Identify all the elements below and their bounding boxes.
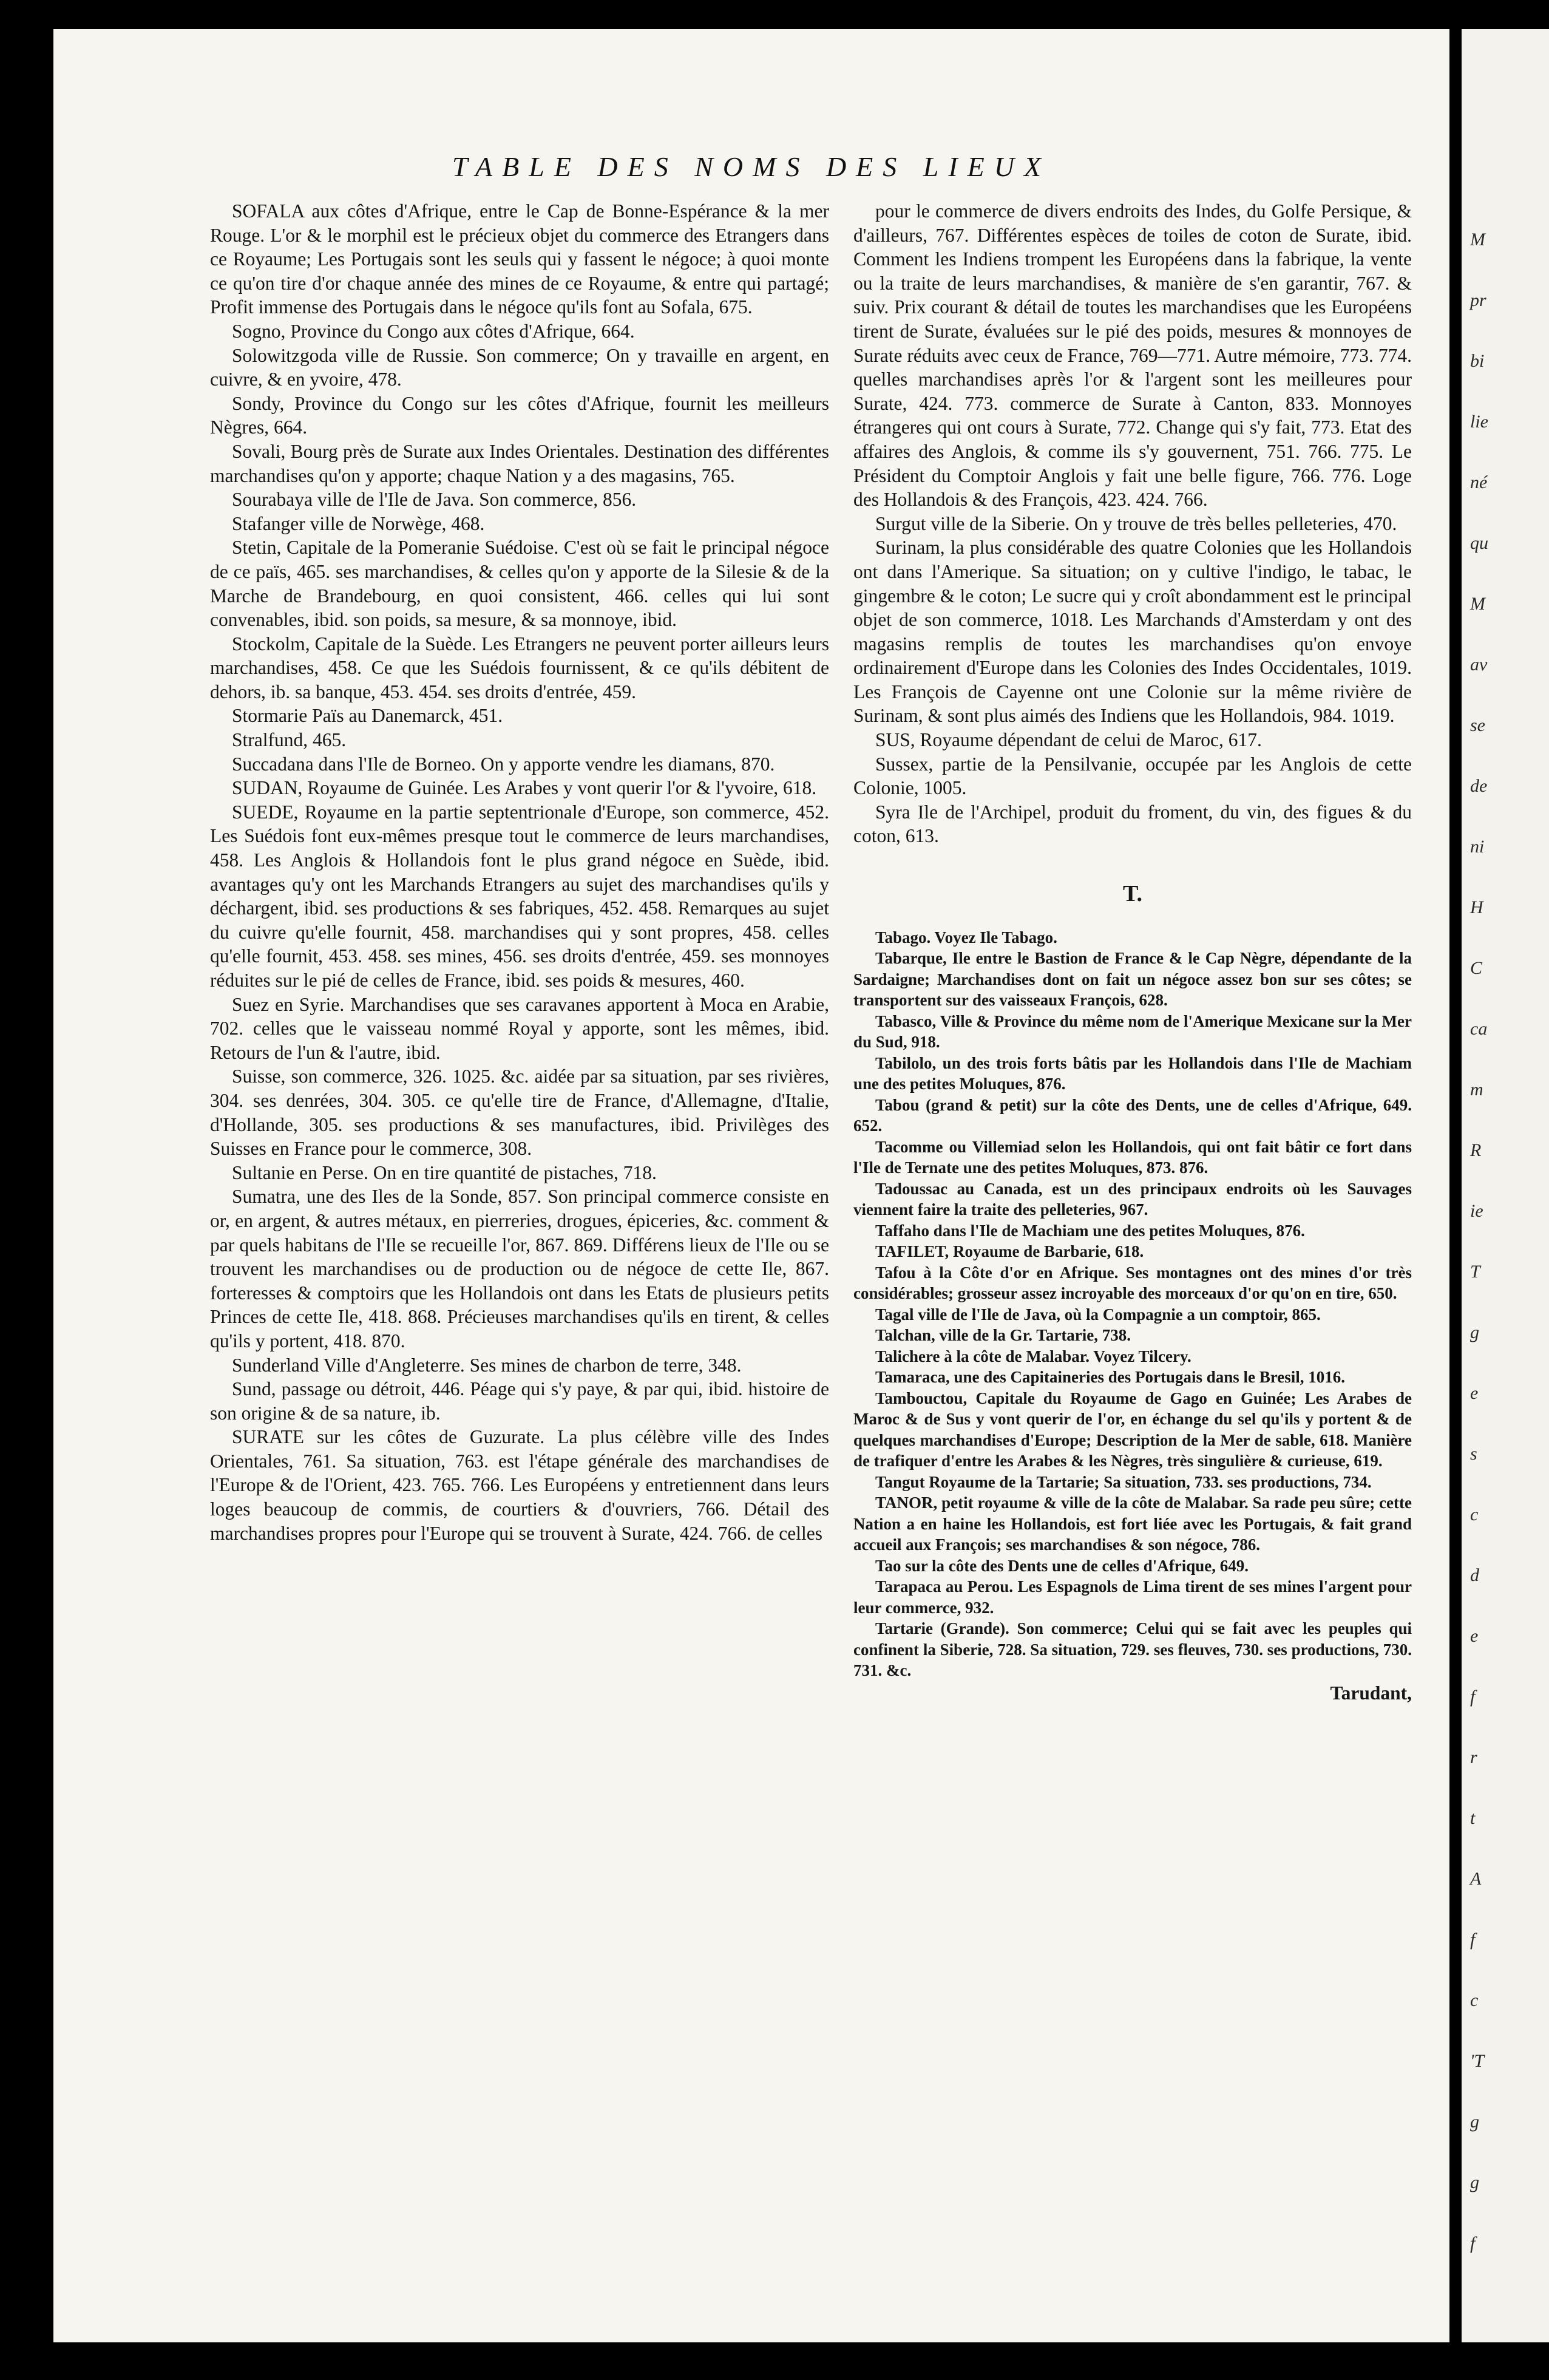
index-entry: SUEDE, Royaume en la partie septentrionale d'Europe, son commerce, 452. Les Suédois font eux-mêmes presque tout le commerce de leurs marchandises, 458. Les Anglois & Hollandois font le plus grand négoce en Suède, ibid. avantages qu'y ont les Marchands Etrangers au sujet des marchandises qu'ils y déchargent, ibid. ses productions & ses fabriques, 452. 458. Remarques au sujet du cuivre qu'elle fournit, 458. marchandises qui y sont propres, 458. celles qu'elle fournit, 453. 458. ses mines, 456. ses droits d'entrée, 459. ses monnoyes réduites sur le pié de celles de France, ibid. ses poids & mesures, 460. (210, 801, 829, 991)
index-entry: Tabago. Voyez Ile Tabago. (875, 928, 1057, 947)
facing-page-fragment: C (1470, 958, 1483, 978)
t-section-entries (853, 927, 1412, 1681)
index-entry: Tabilolo, un des trois forts bâtis par les Hollandois dans l'Ile de Machiam une des petites Moluques, 876. (853, 1053, 1412, 1093)
index-entry: Talichere à la côte de Malabar. Voyez Tilcery. (875, 1347, 1191, 1365)
index-entry: Tamaraca, une des Capitaineries des Portugais dans le Bresil, 1016. (875, 1368, 1346, 1387)
facing-page-fragment: de (1470, 776, 1488, 796)
facing-page-fragment: g (1470, 2172, 1479, 2192)
index-entry: Tafou à la Côte d'or en Afrique. Ses montagnes ont des mines d'or très considérables; grosseur assez incroyable des morceaux d'or qu'on en tire, 650. (853, 1263, 1412, 1303)
index-entry: SUS, Royaume dépendant de celui de Maroc, 617. (875, 729, 1262, 751)
index-entry: Stralfund, 465. (232, 729, 347, 751)
facing-page-fragment: d (1470, 1565, 1479, 1585)
index-entry: SUDAN, Royaume de Guinée. Les Arabes y vont querir l'or & l'yvoire, 618. (232, 777, 817, 799)
index-entry: Tabarque, Ile entre le Bastion de France & le Cap Nègre, dépendante de la Sardaigne; Marchandises dont on fait un négoce assez bon sur ses côtes; se transportent sur des vaisseaux François, 628. (853, 949, 1412, 1010)
facing-page-fragment: r (1470, 1747, 1477, 1767)
facing-page-fragment: T (1470, 1262, 1480, 1282)
right-entries (853, 199, 1412, 848)
facing-page-fragment: e (1470, 1383, 1479, 1403)
facing-page-fragment: g (1470, 1322, 1479, 1342)
index-entry: Syra Ile de l'Archipel, produit du froment, du vin, des figues & du coton, 613. (853, 801, 1412, 847)
index-entry: Tabou (grand & petit) sur la côte des Dents, une de celles d'Afrique, 649. 652. (853, 1095, 1412, 1135)
facing-page-fragment: ni (1470, 837, 1485, 857)
facing-page-fragment: R (1470, 1140, 1482, 1160)
index-entry: SURATE sur les côtes de Guzurate. La plus célèbre ville des Indes Orientales, 761. Sa situation, 763. est l'étape générale des marchandises de l'Europe & de l'Orient, 423. 765. 766. Les Européens y entretiennent dans leurs loges beaucoup de commis, de courtiers & d'ouvriers, 766. Détail des marchandises propres pour l'Europe qui se trouvent à Surate, 424. 766. de celles (210, 1426, 829, 1544)
index-entry: Sogno, Province du Congo aux côtes d'Afrique, 664. (232, 320, 635, 342)
index-entry: Talchan, ville de la Gr. Tartarie, 738. (875, 1326, 1131, 1345)
facing-page-fragment: pr (1470, 290, 1486, 310)
facing-page-fragment: qu (1470, 533, 1488, 553)
index-entry: Tadoussac au Canada, est un des principaux endroits où les Sauvages viennent faire la traite des pelleteries, 967. (853, 1179, 1412, 1219)
facing-page-fragment: ca (1470, 1019, 1488, 1039)
index-entry: Tao sur la côte des Dents une de celles d'Afrique, 649. (875, 1556, 1249, 1575)
index-entry: Tacomme ou Villemiad selon les Hollandois, qui ont fait bâtir ce fort dans l'Ile de Ternate une des petites Moluques, 873. 876. (853, 1137, 1412, 1177)
section-letter: T. (1122, 881, 1143, 907)
index-entry: Sourabaya ville de l'Ile de Java. Son commerce, 856. (232, 489, 637, 511)
index-entry: Tartarie (Grande). Son commerce; Celui qui se fait avec les peuples qui confinent la Siberie, 728. Sa situation, 729. ses fleuves, 730. ses productions, 730. 731. &c. (853, 1619, 1412, 1680)
index-entry: Suez en Syrie. Marchandises que ses caravanes apportent à Moca en Arabie, 702. celles que le vaisseau nommé Royal y apporte, sont les mêmes, ibid. Retours de l'un & l'autre, ibid. (210, 993, 829, 1063)
facing-page-fragment: g (1470, 2112, 1479, 2132)
index-entry: Sunderland Ville d'Angleterre. Ses mines de charbon de terre, 348. (232, 1354, 742, 1376)
facing-page-fragment: M (1470, 594, 1485, 614)
index-entry: Stockolm, Capitale de la Suède. Les Etrangers ne peuvent porter ailleurs leurs marchandises, 458. Ce que les Suédois fournissent, & ce qu'ils débitent de dehors, ib. sa banque, 453. 454. ses droits d'entrée, 459. (210, 633, 829, 702)
index-entry: Stormarie Païs au Danemarck, 451. (232, 705, 503, 727)
facing-page-fragment: né (1470, 472, 1488, 492)
index-entry: Tarapaca au Perou. Les Espagnols de Lima tirent de ses mines l'argent pour leur commerce, 932. (853, 1577, 1412, 1617)
facing-page-fragment: c (1470, 1504, 1479, 1525)
facing-page-fragment: se (1470, 715, 1485, 735)
index-entry: Tangut Royaume de la Tartarie; Sa situation, 733. ses productions, 734. (875, 1472, 1372, 1491)
facing-page-fragment: M (1470, 229, 1485, 250)
index-entry: Stetin, Capitale de la Pomeranie Suédoise. C'est où se fait le principal négoce de ce païs, 465. ses marchandises, & celles qu'on y apporte de la Silesie & de la Marche de Brandebourg, en quoi consistent, 466. celles qui lui sont convenables, ibid. son poids, sa mesure, & sa monnoye, ibid. (210, 537, 829, 631)
index-entry: Sund, passage ou détroit, 446. Péage qui s'y paye, & par qui, ibid. histoire de son origine & de sa nature, ib. (210, 1378, 829, 1424)
facing-page-fragment: c (1470, 1990, 1479, 2010)
facing-page-fragment: f (1470, 2233, 1476, 2253)
facing-page-fragment: bi (1470, 351, 1485, 371)
index-entry: Solowitzgoda ville de Russie. Son commerce; On y travaille en argent, en cuivre, & en yvoire, 478. (210, 344, 829, 390)
facing-page-fragment: A (1470, 1869, 1482, 1889)
book-page (53, 29, 1449, 2342)
catchword: Tarudant, (1330, 1682, 1412, 1704)
facing-page-fragment: t (1470, 1808, 1476, 1828)
index-entry: Tabasco, Ville & Province du même nom de l'Amerique Mexicane sur la Mer du Sud, 918. (853, 1011, 1412, 1052)
index-entry: Suisse, son commerce, 326. 1025. &c. aidée par sa situation, par ses rivières, 304. ses denrées, 304. 305. ce qu'elle tire de France, d'Allemagne, d'Italie, d'Hollande, 305. ses productions & ses manufactures, ibid. Privilèges des Suisses en France pour le commerce, 308. (210, 1066, 829, 1160)
left-entries (210, 199, 829, 1545)
index-column-right[interactable] (853, 199, 1412, 2294)
index-entry: Taffaho dans l'Ile de Machiam une des petites Moluques, 876. (875, 1221, 1305, 1240)
index-entry: pour le commerce de divers endroits des Indes, du Golfe Persique, & d'ailleurs, 767. Différentes espèces de toiles de coton de Surate, ibid. Comment les Indiens trompent les Européens dans la fabrique, la vente ou la traite de leurs marchandises, & manière de s'en garantir, 767. & suiv. Prix courant & détail de toutes les marchandises que les Européens tirent de Surate, évaluées sur le pié des poids, mesures & monnoyes de Surate réduits avec ceux de France, 769—771. Autre mémoire, 773. 774. quelles marchandises après l'or & l'argent sont les meilleures pour Surate, 424. 773. commerce de Surate à Canton, 833. Monnoyes étrangeres qui ont cours à Surate, 772. Change qui s'y fait, 773. Etat des affaires des Anglois, & comme ils s'y gouvernent, 751. 766. 775. Le Président du Comptoir Anglois y fait une belle figure, 766. 776. Loge des Hollandois & des François, 423. 424. 766. (853, 200, 1412, 511)
facing-page-fragment: f (1470, 1929, 1476, 1950)
index-entry: Tagal ville de l'Ile de Java, où la Compagnie a un comptoir, 865. (875, 1305, 1321, 1324)
index-entry: Succadana dans l'Ile de Borneo. On y apporte vendre les diamans, 870. (232, 753, 775, 775)
index-entry: Sondy, Province du Congo sur les côtes d'Afrique, fournit les meilleurs Nègres, 664. (210, 392, 829, 438)
index-entry: Sumatra, une des Iles de la Sonde, 857. Son principal commerce consiste en or, en argent, & autres métaux, en pierreries, drogues, épiceries, &c. comment & par quels habitans de l'Ile se recueille l'or, 867. 869. Différens lieux de l'Ile ou se trouvent les marchandises ou de production ou de négoce de cette Ile, 867. forteresses & comptoirs que les Hollandois ont dans les Etats de plusieurs petits Princes de cette Ile, 418. 868. Précieuses marchandises qu'ils en tirent, & celles qu'ils y portent, 418. 870. (210, 1186, 829, 1352)
index-entry: TANOR, petit royaume & ville de la côte de Malabar. Sa rade peu sûre; cette Nation a en haine les Hollandois, est fort liée avec les Portugais, & fait grand accueil aux François; ses marchandises & son négoce, 786. (853, 1494, 1412, 1554)
index-entry: Sussex, partie de la Pensilvanie, occupée par les Anglois de cette Colonie, 1005. (853, 753, 1412, 799)
index-entry: Sultanie en Perse. On en tire quantité de pistaches, 718. (232, 1161, 657, 1183)
facing-page-fragment: m (1470, 1080, 1483, 1100)
index-entry: TAFILET, Royaume de Barbarie, 618. (875, 1242, 1144, 1261)
facing-page-fragment: e (1470, 1626, 1479, 1646)
index-entry: SOFALA aux côtes d'Afrique, entre le Cap de Bonne-Espérance & la mer Rouge. L'or & le morphil est le précieux objet du commerce des Etrangers dans ce Royaume; Les Portugais sont les seuls qui y fassent le négoce; à quoi monte ce qu'on tire d'or chaque année des mines de ce Royaume, & entre qui partagé; Profit immense des Portugais dans le négoce qu'ils font au Sofala, 675. (210, 200, 829, 318)
index-entry: Surgut ville de la Siberie. On y trouve de très belles pelleteries, 470. (875, 512, 1397, 534)
facing-page-fragment: ie (1470, 1201, 1483, 1221)
facing-page-fragment: H (1470, 897, 1483, 917)
facing-page-fragment: s (1470, 1444, 1477, 1464)
index-entry: Tambouctou, Capitale du Royaume de Gago en Guinée; Les Arabes de Maroc & de Sus y vont querir de l'or, en échange du sel qu'ils y portent & de quelques marchandises d'Europe; Description de la Mer de sable, 618. Manière de trafiquer d'entre les Arabes & les Nègres, très singulière & curieuse, 619. (853, 1389, 1412, 1470)
index-entry: Sovali, Bourg près de Surate aux Indes Orientales. Destination des différentes marchandises qu'on y apporte; chaque Nation y a des magasins, 765. (210, 440, 829, 486)
index-entry: Stafanger ville de Norwège, 468. (232, 512, 485, 534)
facing-page-fragment: f (1470, 1687, 1476, 1707)
index-entry: Surinam, la plus considérable des quatre Colonies que les Hollandois ont dans l'Amerique. Sa situation; on y cultive l'indigo, le tabac, le gingembre & le coton; Le sucre qui y croît abondamment est le principal objet de son commerce, 1018. Les Marchands d'Amsterdam y ont des magasins remplis de toutes les marchandises qu'on envoye ordinairement d'Europe dans les Colonies des Indes Occidentales, 1019. Les François de Cayenne ont une Colonie sur la même rivière de Surinam, & sont plus aimés des Indiens que les Hollandois, 984. 1019. (853, 537, 1412, 727)
facing-page-fragment: lie (1470, 412, 1488, 432)
index-column-left[interactable] (210, 199, 829, 2294)
facing-page-fragment: av (1470, 654, 1488, 675)
facing-page-fragment: 'T (1470, 2051, 1485, 2071)
page-header: TABLE DES NOMS DES LIEUX (452, 151, 1051, 182)
facing-page-edge (1462, 29, 1549, 2342)
